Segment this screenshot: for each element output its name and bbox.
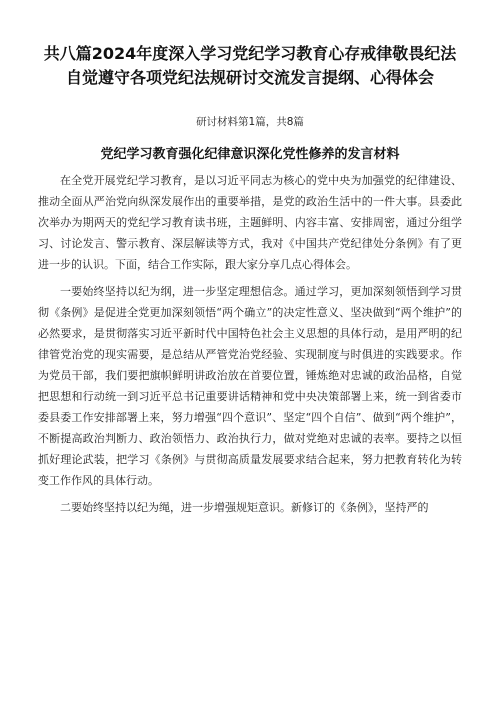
paragraph: 在全党开展党纪学习教育，是以习近平同志为核心的党中央为加强党的纪律建设、推动全面从严治党向纵深发展作出的重要举措，是党的政治生活中的一件大事。县委此次举办为期两天的党纪学习教育读书班，主题鲜明、内容丰富、安排周密，通过分组学习、讨论发言、警示教育、深层解读等方式，我对《中国共产党纪律处分条例》有了更进一步的认识。下面，结合工作实际，跟大家分享几点心得体会。 xyxy=(38,174,462,271)
article-title: 党纪学习教育强化纪律意识深化党性修养的发言材料 xyxy=(100,147,400,162)
paragraph: 一要始终坚持以纪为纲，进一步坚定理想信念。通过学习，更加深刻领悟到学习贯彻《条例》是促进全党更加深刻领悟“两个确立”的决定性意义、坚决做到“两个维护”的必然要求，是贯彻落实习近平新时代中国特色社会主义思想的具体行动，是用严明的纪律管党治党的现实需要，是总结从严管党治党经验、实现制度与时俱进的实践要求。作为党员干部，我们要把旗帜鲜明讲政治放在首要位置，锤炼绝对忠诚的政治品格，自觉把思想和行动统一到习近平总书记重要讲话精神和党中央决策部署上来，统一到省委市委县委工作安排部署上来，努力增强“四个意识”、坚定“四个自信”、做到“两个维护”，不断提高政治判断力、政治领悟力、政治执行力，做对党绝对忠诚的表率。要持之以恒抓好理论武装，把学习《条例》与贯彻高质量发展要求结合起来，努力把教育转化为转变工作作风的具体行动。 xyxy=(38,285,462,487)
document-title: 共八篇2024年度深入学习党纪学习教育心存戒律敬畏纪法自觉遵守各项党纪法规研讨交流发言提纲、心得体会 xyxy=(43,44,457,87)
paragraph: 二要始终坚持以纪为绳，进一步增强规矩意识。新修订的《条例》，坚持严的 xyxy=(60,501,429,514)
document-subheading: 研讨材料第1篇，共8篇 xyxy=(196,116,304,128)
